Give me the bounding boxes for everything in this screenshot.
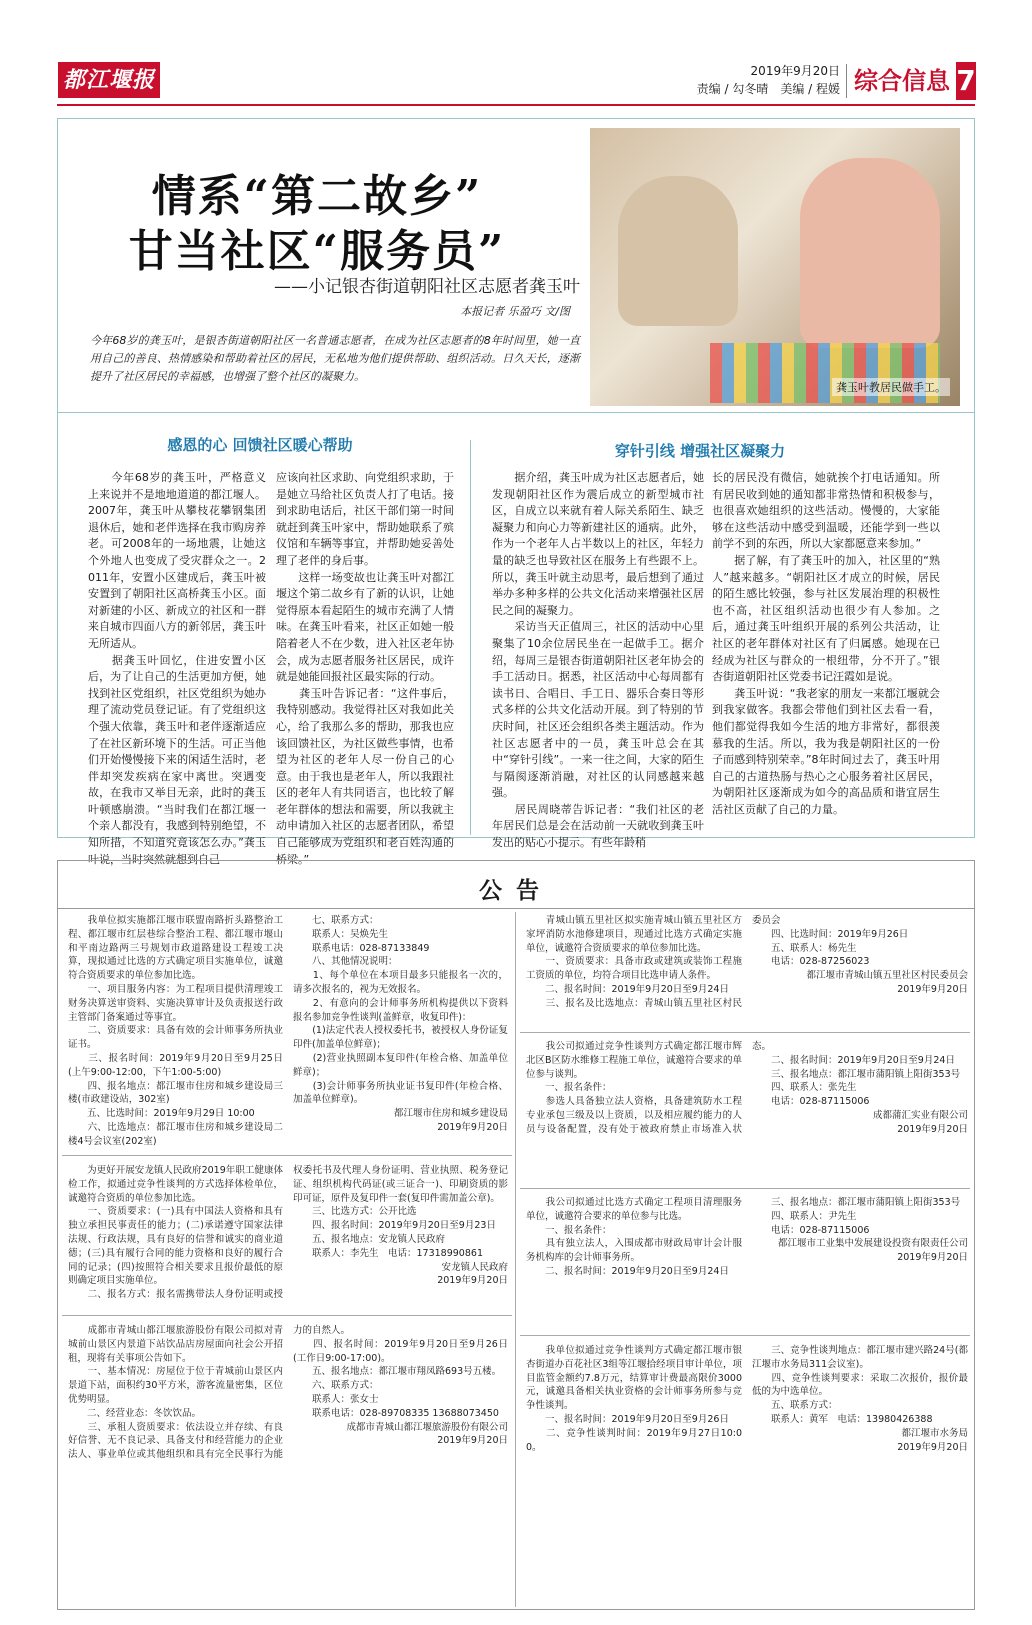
notice-date: 2019年9月20日 (897, 1123, 968, 1135)
notice-center-divider (515, 912, 516, 1607)
notice-puhui-industry (526, 1040, 968, 1185)
notice-signature: 都江堰市水务局 (901, 1427, 968, 1439)
notice-date: 2019年9月20日 (437, 1275, 508, 1287)
notice-signature: 成都市青城山都江堰旅游股份有限公司 (346, 1421, 508, 1433)
article-column-4: 长的居民没有微信，她就挨个打电话通知。所有居民收到她的通知都非常热情和积极参与，也很喜欢她组织的这些活动。慢慢的，大家能够在这些活动中感受到温暖，还能学到一些以前学不到的东西，所以大家都愿意来参加。” 据了解，有了龚玉叶的加入，社区里的“熟人”越来越多。“朝阳社区才成立的时候，居民的陌生感比较强，参与社区发展治理的积极性也不高，社区组织活动也很少有人参加。之后，通过龚玉叶组织开展的系列公共活动，让社区的老年群体对社区有了归属感。她现在已经成为社区与群众的一根纽带，分不开了。”银杏街道朝阳社区党委书记汪霞如是说。 龚玉叶说：“我老家的朋友一来都江堰就会到我家做客。我都会带他们到社区去看一看，他们都觉得我如今生活的地方非常好，都很羡慕我的生活。所以，我为我是朝阳社区的一份子而感到特别荣幸。”8年时间过去了，龚玉叶用自己的古道热肠与热心之心服务着社区居民，为朝阳社区逐渐成为如今的高品质和谐宜居生活社区贡献了自己的力量。 (712, 471, 940, 816)
lede-divider (57, 412, 975, 413)
notice-body: 成都市青城山都江堰旅游股份有限公司拟对青城前山景区内景道下站饮品店房屋面向社会公开招租，现将有关事项公告如下。 一、基本情况：房屋位于位于青城前山景区内景道下站，面积约30平方米，游客流量密集，区位优势明显。 二、经营业态：冬饮饮品。 三、承租人资质要求：依法设立并存续、有良好信誉、无不良记录、具备支付和经营能力的企业法人、事业单位或其他组织和具有完全民事行为能力的自然人。 四、报名时间：2019年9月20日至9月26日(工作日9:00-17:00)。 五、报名地点：都江堰市翔凤路693号五楼。 六、联系方式： 联系人：张女士 联系电话：028-89708335 13688073450 (68, 1325, 508, 1461)
photo-caption: 龚玉叶教居民做手工。 (832, 378, 950, 396)
notice-body: 我单位拟通过竞争性谈判方式确定都江堰市银杏街道办百花社区3组等江堰拾经项目审计单位，项目监管金额约7.8万元，结算审计费最高限价3000元，诚邀具备相关执业资格的会计师事务所参与竞争性谈判。 一、报名时间：2019年9月20日至9月26日 二、竞争性谈判时间：2019年9月27日10:00。 三、竞争性谈判地点：都江堰市建兴路24号(都江堰市水务局311会议室)。 四、竞争性谈判要求：采取二次报价，报价最低的为中选单位。 五、联系方式： 联系人：黄军 电话：13980426388 (526, 1345, 968, 1453)
notice-divider (520, 1032, 970, 1033)
subtitle: ——小记银杏街道朝阳社区志愿者龚玉叶 (274, 277, 580, 297)
notice-divider (62, 1155, 512, 1156)
notice-body: 我单位拟实施都江堰市联盟南路折头路整治工程、都江堰市红层巷综合整治工程、都江堰市堰山和平南边路两三号规划市政道路建设工程竣工决算，现拟通过比选的方式确定项目实施单位，诚邀符合资质要求的单位参加比选。 一、项目服务内容：为工程项目提供清理竣工财务决算送审资料、实施决算审计及负责报送行政主管部门备案通过等事宜。 二、资质要求：具备有效的会计师事务所执业证书。 三、报名时间：2019年9月20日至9月25日(上午9:00-12:00，下午1:00-5:00) 四、报名地点：都江堰市住房和城乡建设局三楼(市政建设站，302室) 五、比选时间：2019年9月29日 10:00 六、比选地点：都江堰市住房和城乡建设局二楼4号会议室(202室) 七、联系方式： 联系人：吴焕先生 联系电话：028-87133849 八、其他情况说明： 1、每个单位在本项目最多只能报名一次的，请多次报名的，视为无效报名。 2、有意向的会计师事务所机构提供以下资料报名参加竞争性谈判(盖鲜章，收复印件)： (1)法定代表人授权委托书，被授权人身份证复印件(加盖单位鲜章)； (2)营业执照副本复印件(年检合格、加盖单位鲜章)； (3)会计师事务所执业证书复印件(年检合格、加盖单位鲜章)。 (68, 915, 508, 1147)
photo-volunteer-woman (800, 158, 940, 348)
article-column-3: 据介绍，龚玉叶成为社区志愿者后，她发现朝阳社区作为震后成立的新型城市社区，自成立以来就有着人际关系陌生、缺乏凝聚力和向心力等新建社区的通病。此外，作为一个老年人占半数以上的社区，年轻力量的缺乏也导致社区在服务上有些跟不上。所以，龚玉叶就主动思考，最后想到了通过举办多种多样的公共文化活动来增强社区居民之间的凝聚力。 采访当天正值周三，社区的活动中心里聚集了10余位居民坐在一起做手工。据介绍，每周三是银杏街道朝阳社区老年协会的手工活动日。据悉，社区活动中心每周都有读书日、合唱日、手工日、器乐合奏日等形式多样的公共文化活动开展。到了特别的节庆时间，社区还会组织各类主题活动。作为社区志愿者中的一员，龚玉叶总会在其中“穿针引线”。一来一往之间，大家的陌生与隔阂逐渐消融，对社区的认同感越来越强。 居民周晓蒂告诉记者：“我们社区的老年居民们总是会在活动前一天就收到龚玉叶发出的贴心小提示。有些年龄稍 (492, 471, 704, 850)
notice-title: 公告 (479, 878, 553, 904)
section-name: 综合信息 (854, 67, 950, 95)
notice-body: 我公司拟通过比选方式确定工程项目清理服务单位，诚邀符合要求的单位参与比选。 一、报名条件： 具有独立法人，入围成都市财政局审计会计服务机构库的会计师事务所。 二、报名时间：2019年9月20日至9月24日 三、报名地点：都江堰市蒲阳镇上阳街353号 四、联系人：尹先生 电话：028-87115006 (526, 1197, 961, 1277)
notice-title-rule (57, 908, 975, 909)
notice-date: 2019年9月20日 (897, 1441, 968, 1453)
notice-housing-bureau (68, 914, 508, 1152)
notice-body: 我公司拟通过竞争性谈判方式确定都江堰市辉北区B区防水维修工程施工单位，诚邀符合要求的单位参与谈判。 一、报名条件： 参选人具备独立法人资格，具备建筑防水工程专业承包三级及以上资质，以及相应履约能力的人员与设备配置，没有处于被政府禁止市场准入状态。 二、报名时间：2019年9月20日至9月24日 三、报名地点：都江堰市蒲阳镇上阳街353号 四、联系人：张先生 电话：028-87115006 (526, 1041, 961, 1135)
notice-industrial-investment (526, 1196, 968, 1332)
notice-divider (520, 1188, 970, 1189)
notice-date: 2019年9月20日 (897, 1252, 968, 1264)
notice-anlong-town (68, 1164, 508, 1312)
notice-signature: 安龙镇人民政府 (441, 1261, 508, 1273)
header-rule (57, 104, 975, 106)
notice-date: 2019年9月20日 (437, 1435, 508, 1447)
feature-photo (590, 128, 960, 406)
section-heading-1: 感恩的心 回馈社区暖心帮助 (167, 436, 353, 454)
column-divider (470, 440, 471, 835)
notice-signature: 都江堰市工业集中发展建设投资有限责任公司 (777, 1238, 968, 1250)
notice-divider (520, 1335, 970, 1336)
notice-signature: 成都蒲汇实业有限公司 (872, 1109, 968, 1121)
notice-body: 青城山镇五里社区拟实施青城山镇五里社区方家坪消防水池修建项目，现通过比选方式确定实施单位，诚邀符合资质要求的单位参加比选。 一、资质要求：具备市政或建筑或装饰工程施工资质的单位，均符合项目比选申请人条件。 二、报名时间：2019年9月20日至9月24日 三、报名及比选地点：青城山镇五里社区村民委员会 四、比选时间：2019年9月26日 五、联系人：杨先生 电话：028-87256023 (526, 915, 909, 1009)
masthead-logo: 都江堰报 (58, 62, 160, 98)
header-divider (846, 64, 847, 98)
notice-signature: 都江堰市青城山镇五里社区村民委员会 (806, 970, 968, 982)
notice-wuli-community (526, 914, 968, 1029)
notice-divider (62, 1315, 512, 1316)
article-column-2: 应该向社区求助、向党组织求助，于是她立马给社区负责人打了电话。接到求助电话后，社区干部们第一时间就赶到龚玉叶家中，帮助她联系了殡仪馆和车辆等事宜，并帮助她妥善处理了老伴的身后事。 这样一场变故也让龚玉叶对都江堰这个第二故乡有了新的认识，让她觉得原本看起陌生的城市充满了人情味。在龚玉叶看来，社区正如她一般陪着老人不在少数，进入社区老年协会，成为志愿者服务社区居民，成许就是她能回报社区最实际的行动。 龚玉叶告诉记者：“这件事后，我特别感动。我觉得社区对我如此关心，给了我那么多的帮助，那我也应该回馈社区，为社区做些事情，也希望为社区的老年人尽一份自己的心意。由于我也是老年人，所以我跟社区的老年人有共同语言，也比较了解老年群体的想法和需要，所以我就主动申请加入社区的志愿者团队，希望自己能够成为党组织和老百姓沟通的桥梁。” (276, 471, 454, 866)
issue-date: 2019年9月20日 (750, 64, 840, 78)
notice-signature: 都江堰市住房和城乡建设局 (393, 1108, 508, 1120)
section-heading-2: 穿针引线 增强社区凝聚力 (614, 442, 786, 460)
photo-elder-man (618, 176, 738, 326)
notice-date: 2019年9月20日 (897, 983, 968, 995)
article-column-1: 今年68岁的龚玉叶，严格意义上来说并不是地地道道的都江堰人。2007年，龚玉叶从攀枝花攀钢集团退休后，她和老伴选择在我市购房养老。可2008年的一场地震，让她这个外地人也变成了受灾群众之一。2011年，安置小区建成后，龚玉叶被安置到了朝阳社区高桥龚玉小区。面对新建的小区、新成立的社区和一群来自城市四面八方的新邻居，龚玉叶无所适从。 据龚玉叶回忆，住进安置小区后，为了让自己的生活更加方便，她找到社区党组织，社区党组织为她办理了流动党员登记证。有了党组织这个强大依靠，龚玉叶和老伴逐渐适应了在社区新环境下的生活。可正当他们开始慢慢接下来的闲适生活时，老伴却突发疾病在家中离世。突遇变故，在我市又举目无亲，此时的龚玉叶顿感崩溃。“当时我们在都江堰一个亲人都没有，我感到特别绝望，不知所措，不知道究竟该怎么办。”龚玉叶说，当时突然就想到自己 (88, 471, 266, 866)
page-number: 7 (956, 62, 976, 100)
editors-credit: 责编 / 勾冬晴 美编 / 程媛 (696, 82, 840, 96)
notice-qingchengshan-tourism (68, 1324, 508, 1604)
notice-water-bureau (526, 1344, 968, 1604)
notice-body: 为更好开展安龙镇人民政府2019年职工健康体检工作，拟通过竞争性谈判的方式选择体检单位，诚邀符合资质的单位参加比选。 一、资质要求：(一)具有中国法人资格和具有独立承担民事责任的能力；(二)承诺遵守国家法律法规、行政法规，具有良好的信誉和诚实的商业道德；(三)具有履行合同的能力资格和良好的履行合同的记录；(四)按照符合相关要求且报价最低的原则确定项目实施单位。 二、报名方式：报名需携带法人身份证明或授权委托书及代理人身份证明、营业执照、税务登记证、组织机构代码证(或三证合一)、印刷资质的影印可证，原件及复印件一套(复印件需加盖公章)。 三、比选方式：公开比选 四、报名时间：2019年9月20日至9月23日 五、报名地点：安龙镇人民政府 联系人：李先生 电话：17318990861 (68, 1165, 508, 1301)
headline-line-1: 情系“第二故乡” (151, 171, 483, 222)
notice-date: 2019年9月20日 (437, 1121, 508, 1133)
lede-paragraph: 今年68岁的龚玉叶，是银杏街道朝阳社区一名普通志愿者，在成为社区志愿者的8年时间里，她一直用自己的善良、热情感染和帮助着社区的居民，无私地为他们提供帮助、组织活动。日久天长，逐渐提升了社区居民的幸福感，也增强了整个社区的凝聚力。 (90, 334, 580, 383)
headline-line-2: 甘当社区“服务员” (128, 226, 506, 277)
byline: 本报记者 乐盈巧 文/图 (460, 305, 570, 318)
